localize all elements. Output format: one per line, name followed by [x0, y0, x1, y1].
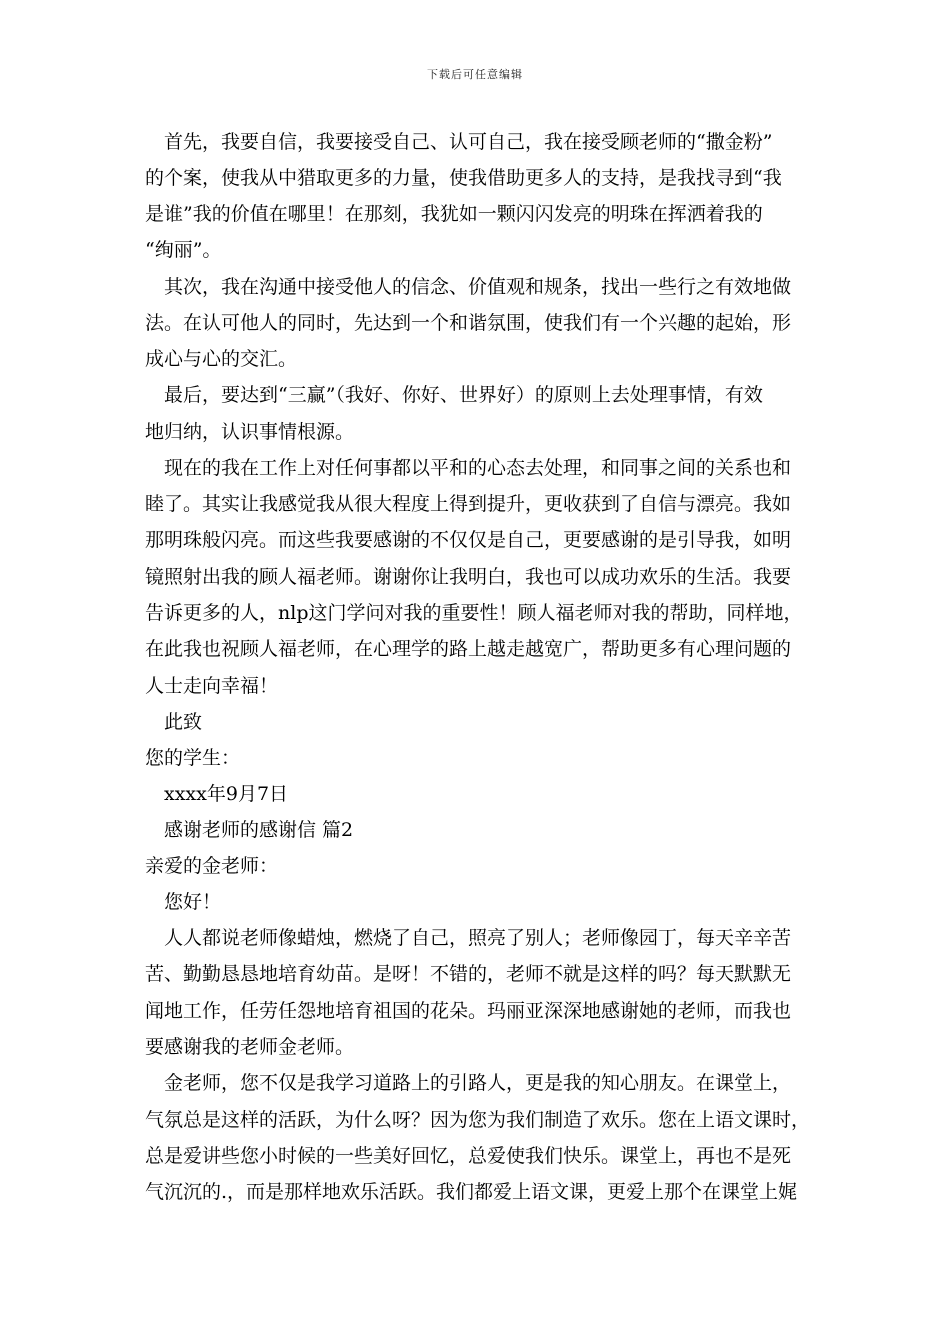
- paragraph-line: 首先，我要自信，我要接受自己、认可自己，我在接受顾老师的“撒金粉”: [145, 131, 773, 153]
- paragraph-line: 闻地工作，任劳任怨地培育祖国的花朵。玛丽亚深深地感谢她的老师，而我也: [145, 1000, 792, 1022]
- paragraph-line: 镜照射出我的顾人福老师。谢谢你让我明白，我也可以成功欢乐的生活。我要: [145, 566, 792, 588]
- greeting: 您好！: [145, 891, 222, 913]
- paragraph-line: “绚丽”。: [145, 239, 222, 261]
- paragraph-line: 气氛总是这样的活跃，为什么呀？因为您为我们制造了欢乐。您在上语文课时，: [145, 1109, 810, 1131]
- paragraph-line: 地归纳，认识事情根源。: [145, 421, 355, 443]
- page-header: 下载后可任意编辑: [427, 68, 523, 81]
- paragraph-line: 成心与心的交汇。: [145, 348, 298, 370]
- paragraph-line: 其次，我在沟通中接受他人的信念、价值观和规条，找出一些行之有效地做: [145, 276, 792, 298]
- signature-label: 您的学生：: [145, 747, 241, 769]
- closing-line: 此致: [145, 711, 203, 733]
- paragraph-line: 气沉沉的.，而是那样地欢乐活跃。我们都爱上语文课，更爱上那个在课堂上娓: [145, 1181, 798, 1203]
- paragraph-line: 是谁”我的价值在哪里！在那刻，我犹如一颗闪闪发亮的明珠在挥洒着我的: [145, 203, 763, 225]
- paragraph-line: 现在的我在工作上对任何事都以平和的心态去处理，和同事之间的关系也和: [145, 457, 792, 479]
- paragraph-line: 最后，要达到“三赢”（我好、你好、世界好）的原则上去处理事情，有效: [145, 384, 763, 406]
- paragraph-line: 人人都说老师像蜡烛，燃烧了自己，照亮了别人；老师像园丁，每天辛辛苦: [145, 927, 792, 949]
- paragraph-line: 告诉更多的人，nlp这门学问对我的重要性！顾人福老师对我的帮助，同样地，: [145, 602, 803, 624]
- section-title: 感谢老师的感谢信 篇2: [145, 819, 354, 841]
- paragraph-line: 睦了。其实让我感觉我从很大程度上得到提升，更收获到了自信与漂亮。我如: [145, 493, 792, 515]
- paragraph-line: 要感谢我的老师金老师。: [145, 1036, 355, 1058]
- paragraph-line: 总是爱讲些您小时候的一些美好回忆，总爱使我们快乐。课堂上，再也不是死: [145, 1145, 792, 1167]
- date-line: xxxx年9月7日: [145, 783, 289, 805]
- paragraph-line: 在此我也祝顾人福老师，在心理学的路上越走越宽广，帮助更多有心理问题的: [145, 638, 792, 660]
- paragraph-line: 的个案，使我从中猎取更多的力量，使我借助更多人的支持，是我找寻到“我: [145, 167, 782, 189]
- paragraph-line: 法。在认可他人的同时，先达到一个和谐氛围，使我们有一个兴趣的起始，形: [145, 312, 792, 334]
- paragraph-line: 人士走向幸福！: [145, 675, 279, 697]
- paragraph-line: 那明珠般闪亮。而这些我要感谢的不仅仅是自己，更要感谢的是引导我，如明: [145, 529, 792, 551]
- paragraph-line: 金老师，您不仅是我学习道路上的引路人，更是我的知心朋友。在课堂上，: [145, 1072, 792, 1094]
- paragraph-line: 苦、勤勤恳恳地培育幼苗。是呀！不错的，老师不就是这样的吗？每天默默无: [145, 963, 792, 985]
- salutation: 亲爱的金老师：: [145, 855, 279, 877]
